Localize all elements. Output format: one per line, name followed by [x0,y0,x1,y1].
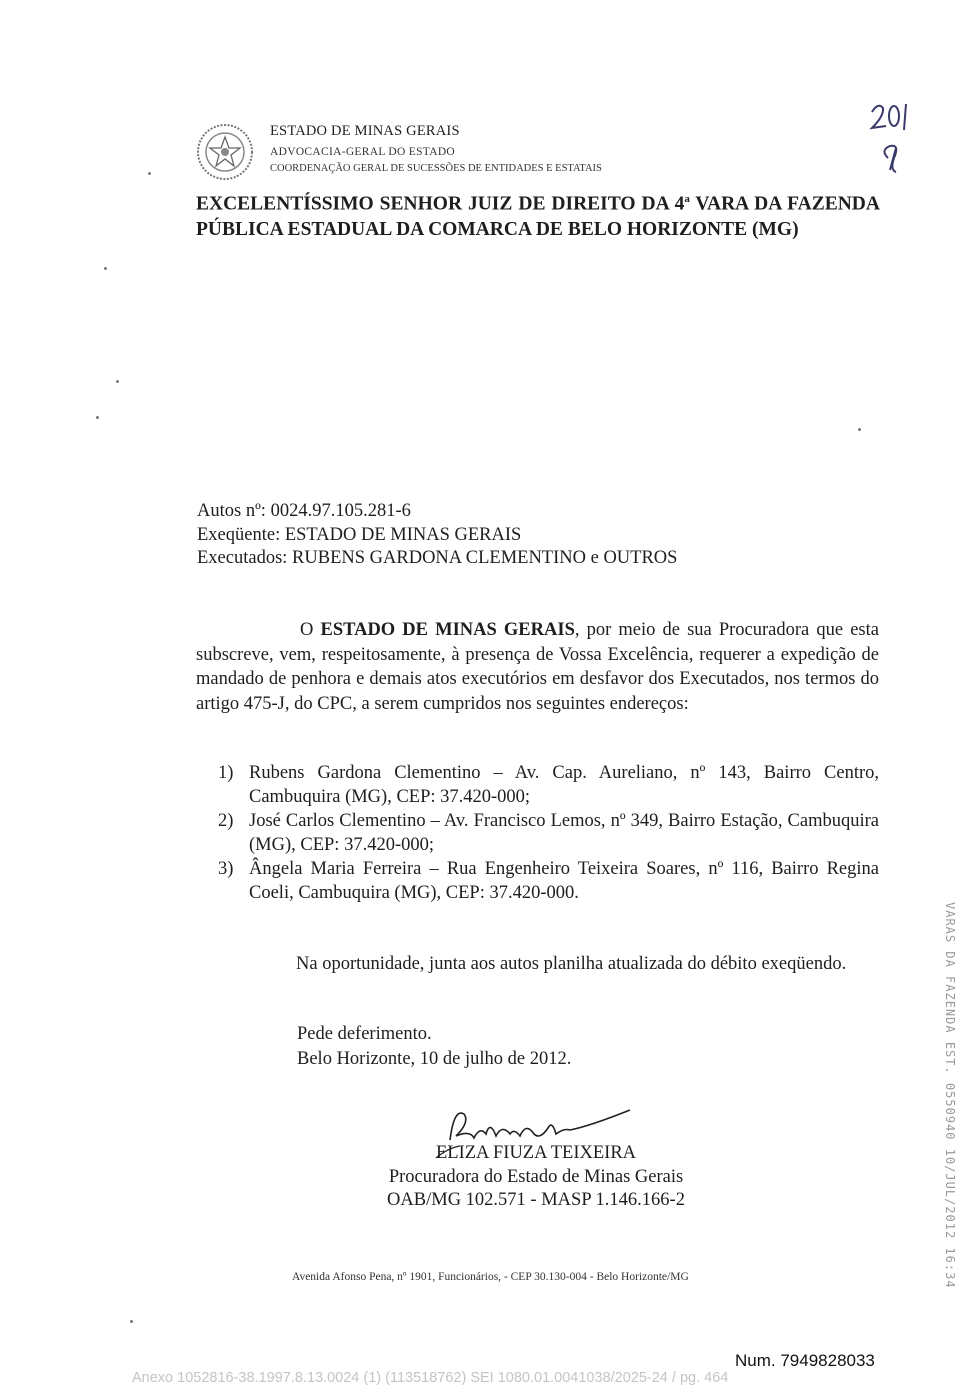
closing-request: Pede deferimento. [297,1024,432,1044]
scan-speck [96,416,99,419]
list-item: 1) Rubens Gardona Clementino – Av. Cap. Aureliano, nº 143, Bairro Centro, Cambuquira (MG), CEP: 37.420-000; [218,763,879,807]
annex-footer: Anexo 1052816-38.1997.8.13.0024 (1) (113518762) SEI 1080.01.0041038/2025-24 / pg. 464 [132,1370,729,1386]
footer-address: Avenida Afonso Pena, nº 1901, Funcionários, - CEP 30.130-004 - Belo Horizonte/MG [292,1271,689,1283]
letterhead-agency: ADVOCACIA-GERAL DO ESTADO [270,146,456,158]
scan-speck [130,1320,133,1323]
case-exequente: Exeqüente: ESTADO DE MINAS GERAIS [197,524,522,545]
case-executados: Executados: RUBENS GARDONA CLEMENTINO e OUTROS [197,548,678,568]
signer-registration: OAB/MG 102.571 - MASP 1.146.166-2 [387,1190,685,1210]
handwritten-folio-number [866,98,918,180]
page-heading: EXCELENTÍSSIMO SENHOR JUIZ DE DIREITO DA 4$^a$ VARA DA FAZENDA PÚBLICA ESTADUAL DA COMARCA DE BELO HORIZONTE (MG) [196,193,880,240]
document-number: Num. 7949828033 [735,1351,875,1370]
scan-speck [104,267,107,270]
case-info [197,500,677,571]
address-list [215,761,879,905]
letterhead-state: ESTADO DE MINAS GERAIS [270,123,460,139]
attachment-paragraph: Na oportunidade, junta aos autos planilha atualizada do débito exeqüendo. [296,954,847,974]
signer-name: ELIZA FIUZA TEIXEIRA [435,1143,637,1163]
list-item: 3) Ângela Maria Ferreira – Rua Engenheiro Teixeira Soares, nº 116, Bairro Regina Coeli, Cambuquira (MG), CEP: 37.420-000. [218,859,879,903]
place-date: Belo Horizonte, 10 de julho de 2012. [297,1048,572,1069]
state-seal-icon [193,123,257,181]
list-item: 2) José Carlos Clementino – Av. Francisco Lemos, nº 349, Bairro Estação, Cambuquira (MG), CEP: 37.420-000; [218,811,879,855]
body-paragraph: O ESTADO DE MINAS GERAIS, por meio de sua Procuradora que esta subscreve, vem, respeitosamente, à presença de Vossa Excelência, requerer a expedição de mandado de penhora e demais atos executórios em desfavor dos Executados, nos termos do artigo 475-J, do CPC, a serem cumpridos nos seguintes endereços: [196,620,879,714]
protocol-stamp: VARAS DA FAZENDA EST. 0550940 10/JUL/2012 16:34 [943,902,957,1289]
signer-title: Procuradora do Estado de Minas Gerais [388,1166,684,1187]
scan-speck [148,172,151,175]
signer-block [300,1142,772,1213]
scan-speck [116,380,119,383]
scan-speck [858,428,861,431]
case-number: Autos nº: 0024.97.105.281-6 [197,501,411,521]
closing [297,1022,571,1071]
letterhead-coordination: COORDENAÇÃO GERAL DE SUCESSÕES DE ENTIDADES E ESTATAIS [270,163,602,174]
